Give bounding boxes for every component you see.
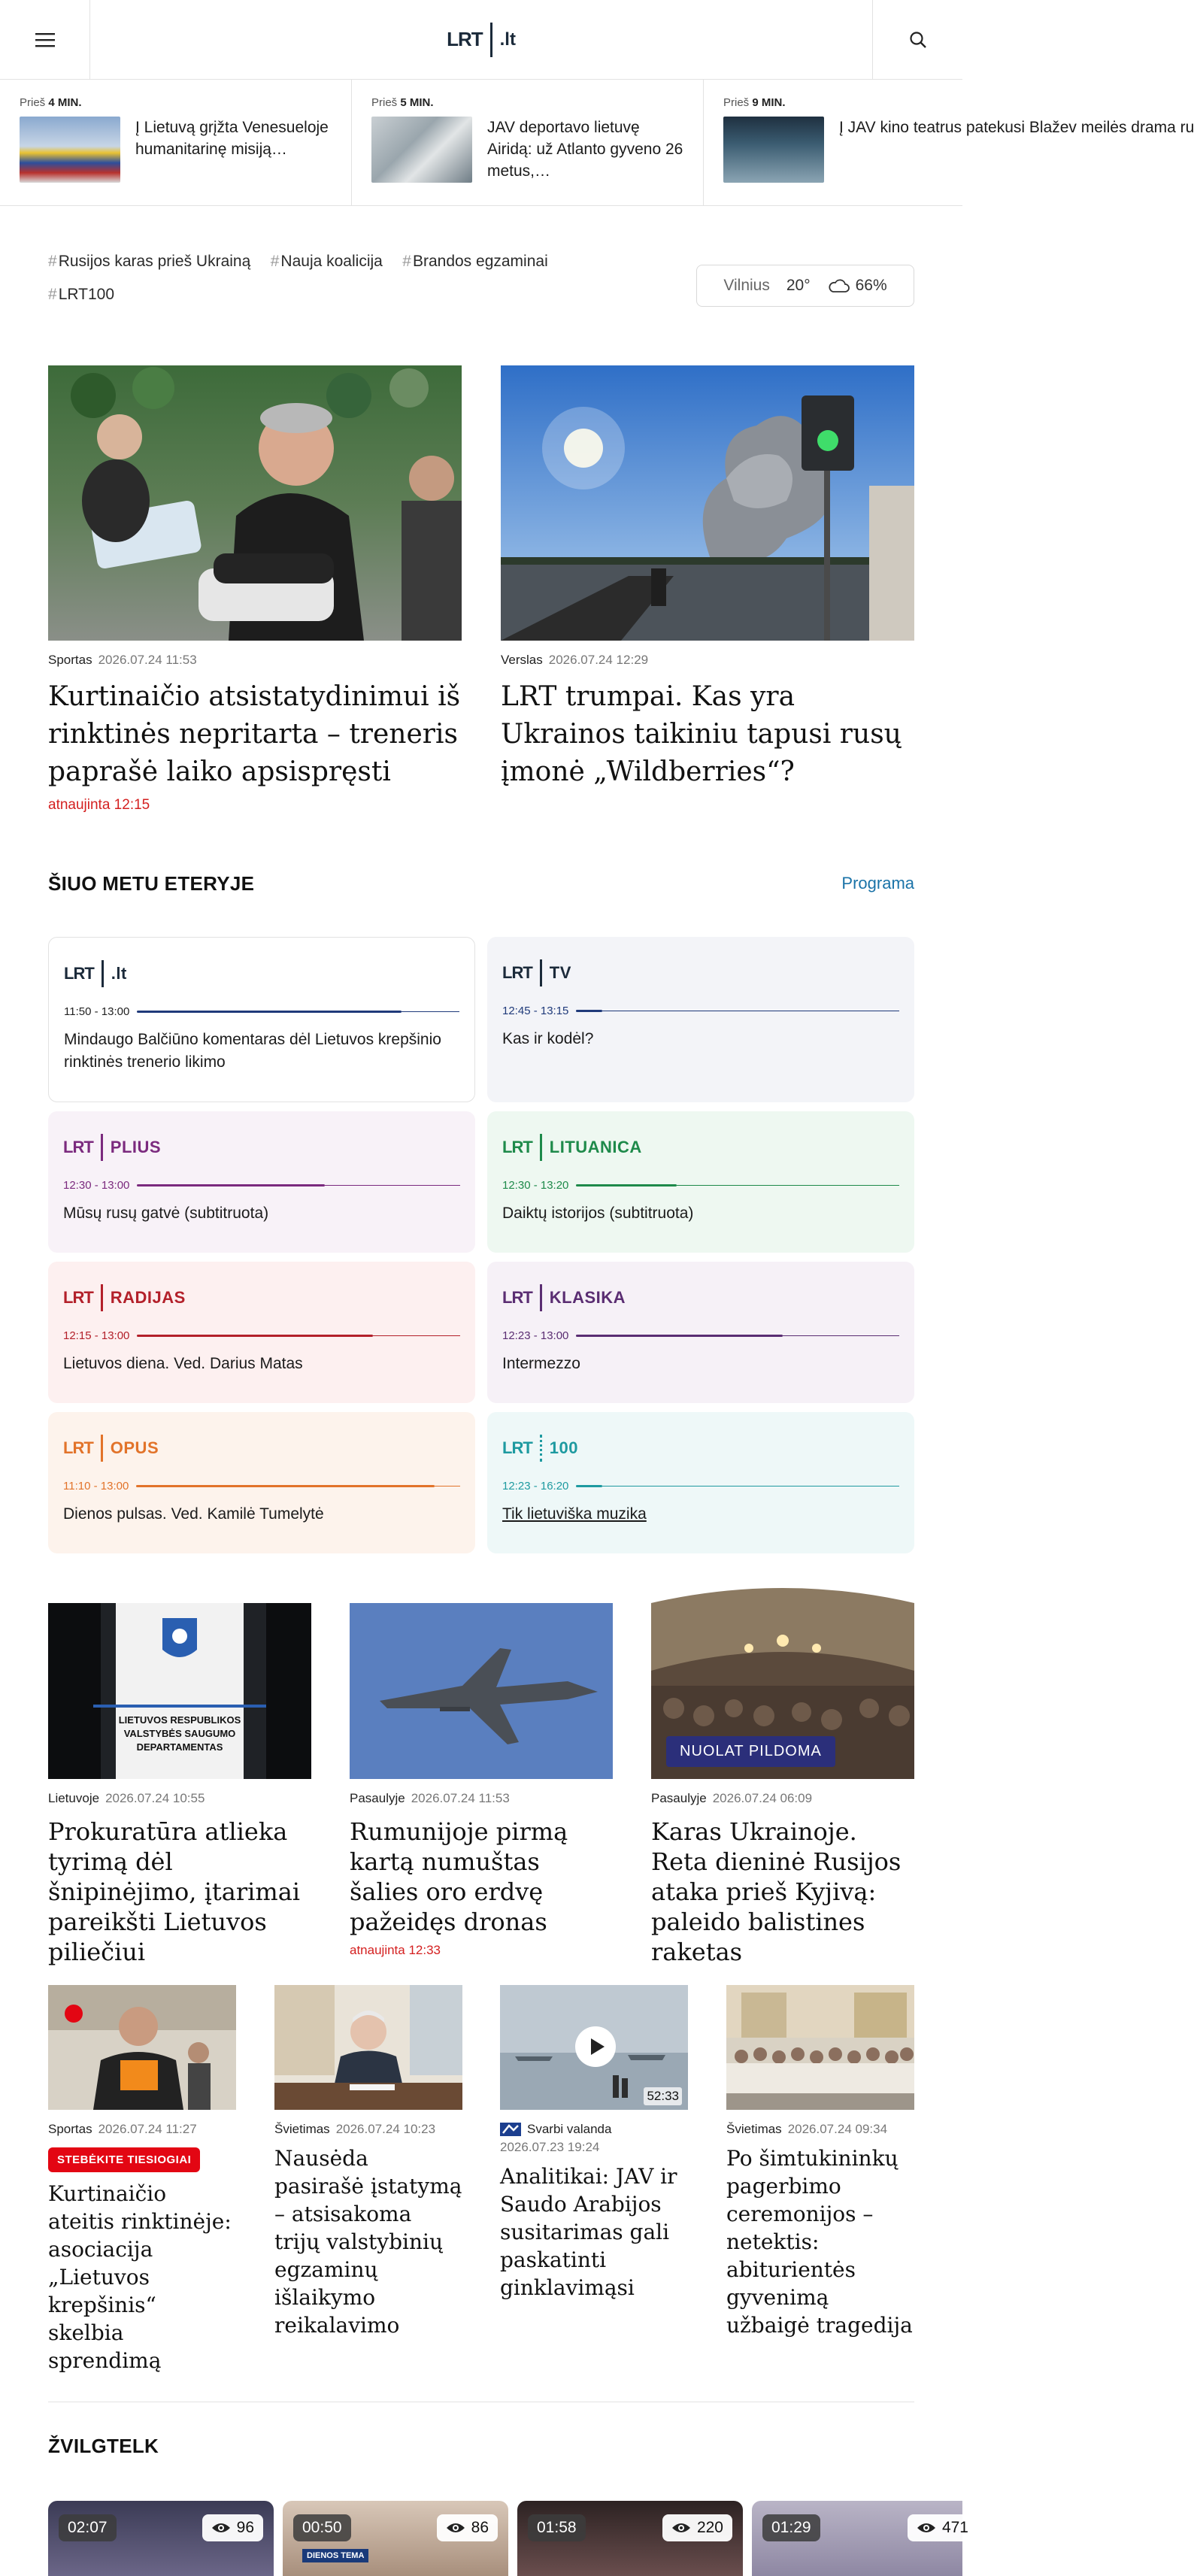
channel-logo — [63, 1435, 460, 1462]
article-image — [274, 1985, 462, 2110]
article-title[interactable]: LRT trumpai. Kas yra Ukrainos taikiniu tapusi rusų įmonė „Wildberries“? — [501, 681, 902, 787]
channel-logo-main: LRT — [63, 1288, 93, 1307]
program-title[interactable]: Tik lietuviška muzika — [502, 1505, 647, 1523]
progress-fill — [576, 1184, 676, 1186]
channel-card[interactable] — [48, 1111, 475, 1253]
article-date: 2026.07.23 19:24 — [500, 2140, 600, 2154]
tag-link[interactable]: #Rusijos karas prieš Ukrainą — [48, 253, 251, 270]
latest-item[interactable] — [704, 80, 1194, 205]
weather-temperature: 20° — [786, 277, 811, 294]
latest-item[interactable] — [352, 80, 704, 205]
article-meta — [274, 2122, 462, 2137]
channel-card[interactable] — [48, 937, 475, 1102]
article-category[interactable]: Sportas — [48, 2122, 92, 2136]
article-category[interactable]: Lietuvoje — [48, 1791, 100, 1805]
progress-bar — [576, 1010, 899, 1012]
program-title[interactable]: Lietuvos diena. Ved. Darius Matas — [63, 1355, 303, 1372]
video-card[interactable] — [283, 2501, 508, 2576]
progress-fill — [137, 1011, 402, 1013]
latest-news-strip — [0, 80, 1194, 206]
glance-heading: ŽVILGTELK — [48, 2435, 159, 2457]
progress-remaining — [373, 1335, 460, 1336]
program-timeline — [502, 1179, 899, 1192]
article-image — [726, 1985, 914, 2110]
channel-name: LITUANICA — [549, 1138, 642, 1156]
site-header — [0, 0, 962, 80]
article-card[interactable] — [48, 1603, 311, 1967]
article-category[interactable]: Verslas — [501, 653, 543, 667]
program-time: 12:30 - 13:00 — [63, 1179, 130, 1192]
article-meta — [651, 1791, 914, 1806]
radio-show-icon — [500, 2123, 521, 2136]
channel-card[interactable] — [487, 1262, 914, 1403]
progress-bar — [137, 1184, 460, 1186]
article-card[interactable] — [274, 1985, 462, 2339]
progress-fill — [576, 1485, 602, 1487]
program-time: 12:45 - 13:15 — [502, 1005, 569, 1017]
basketball-coach-photo — [48, 365, 462, 641]
progress-fill — [576, 1010, 602, 1012]
video-duration: 01:58 — [528, 2514, 586, 2541]
video-duration: 01:29 — [762, 2514, 820, 2541]
article-title[interactable]: Karas Ukrainoje. Reta dieninė Rusijos ataka prieš Kyjivą: paleido balistines raketas — [651, 1817, 902, 1966]
channel-name: .lt — [111, 964, 127, 983]
program-time: 11:50 - 13:00 — [64, 1005, 130, 1018]
article-category[interactable]: Pasaulyje — [651, 1791, 707, 1805]
live-dot-icon — [63, 2003, 84, 2024]
tag-link[interactable]: #Brandos egzaminai — [402, 253, 548, 270]
channel-logo-main: LRT — [63, 1438, 93, 1457]
article-image — [651, 1603, 914, 1779]
svg-text:VALSTYBĖS SAUGUMO: VALSTYBĖS SAUGUMO — [123, 1728, 236, 1739]
channel-name: KLASIKA — [549, 1288, 626, 1307]
article-image — [48, 365, 462, 641]
site-logo[interactable] — [447, 23, 516, 57]
program-timeline — [63, 1179, 460, 1192]
program-time: 12:15 - 13:00 — [63, 1329, 130, 1342]
topic-tags — [48, 253, 635, 319]
weather-city: Vilnius — [723, 277, 770, 294]
logo-main: LRT — [447, 28, 483, 50]
progress-bar — [137, 1011, 459, 1013]
program-timeline — [63, 1329, 460, 1342]
program-title[interactable]: Intermezzo — [502, 1355, 580, 1372]
article-meta — [48, 653, 462, 668]
progress-bar — [136, 1485, 460, 1487]
eye-icon — [446, 2522, 465, 2534]
channel-logo — [64, 960, 459, 987]
updated-label: atnaujinta 12:15 — [48, 797, 150, 813]
progress-fill — [137, 1335, 373, 1337]
program-title[interactable]: Mindaugo Balčiūno komentaras dėl Lietuvos krepšinio rinktinės trenerio likimo — [64, 1031, 441, 1071]
video-card[interactable] — [752, 2501, 968, 2576]
channel-logo — [63, 1284, 460, 1311]
president-signing-photo — [274, 1985, 462, 2110]
channel-logo-divider — [102, 960, 104, 987]
article-card[interactable] — [651, 1603, 914, 1967]
play-icon[interactable] — [575, 2026, 616, 2067]
video-duration: 02:07 — [59, 2514, 117, 2541]
article-meta — [350, 1791, 613, 1806]
article-category[interactable]: Svarbi valanda — [527, 2122, 612, 2136]
article-image — [501, 365, 914, 641]
progress-bar — [137, 1335, 460, 1337]
program-time: 12:23 - 13:00 — [502, 1329, 569, 1342]
channel-name: PLIUS — [110, 1138, 162, 1156]
article-date: 2026.07.24 10:23 — [335, 2122, 436, 2136]
channel-logo-divider — [101, 1284, 103, 1311]
latest-title: JAV deportavo lietuvę Airidą: už Atlanto gyveno 26 metus,… — [487, 119, 683, 180]
article-card[interactable] — [48, 1985, 236, 2374]
progress-fill — [137, 1184, 324, 1186]
channel-logo-divider — [101, 1134, 103, 1161]
article-meta — [48, 1791, 311, 1806]
video-card[interactable] — [517, 2501, 743, 2576]
search-button[interactable] — [872, 0, 962, 80]
svg-text:LIETUVOS RESPUBLIKOS: LIETUVOS RESPUBLIKOS — [118, 1714, 241, 1726]
program-timeline — [502, 1329, 899, 1342]
latest-time: Prieš 5 MIN. — [371, 96, 434, 109]
hamburger-icon — [35, 32, 55, 47]
progress-bar — [576, 1485, 899, 1487]
program-timeline — [63, 1480, 460, 1493]
progress-bar — [576, 1184, 899, 1186]
channel-card[interactable] — [487, 937, 914, 1102]
channel-logo — [502, 959, 899, 986]
channel-name: OPUS — [110, 1438, 159, 1457]
article-meta — [500, 2140, 688, 2155]
article-title[interactable]: Kurtinaičio ateitis rinktinėje: asociacija „Lietuvos krepšinis“ skelbia sprendimą — [48, 2181, 232, 2373]
article-date: 2026.07.24 11:53 — [411, 1791, 510, 1805]
article-title[interactable]: Rumunijoje pirmą kartą numuštas šalies oro erdvę pažeidęs dronas — [350, 1817, 568, 1936]
program-timeline — [64, 1005, 459, 1018]
program-timeline — [502, 1480, 899, 1493]
article-date: 2026.07.24 09:34 — [787, 2122, 888, 2136]
video-views: 96 — [202, 2514, 263, 2541]
program-time: 12:30 - 13:20 — [502, 1179, 569, 1192]
smoke-plume-photo — [501, 365, 914, 641]
channel-logo-main: LRT — [502, 1288, 532, 1307]
watch-live-badge[interactable]: STEBĖKITE TIESIOGIAI — [48, 2147, 200, 2172]
program-timeline — [502, 1005, 899, 1017]
latest-item[interactable] — [0, 80, 352, 205]
tag-link[interactable]: #LRT100 — [48, 286, 115, 303]
latest-time: Prieš 4 MIN. — [20, 96, 82, 109]
video-card[interactable] — [48, 2501, 274, 2576]
fighter-jet-photo — [350, 1603, 613, 1779]
menu-button[interactable] — [0, 0, 90, 80]
article-title[interactable]: Kurtinaičio atsistatydinimui iš rinktinės nepritarta – treneris paprašė laiko apsispręsti — [48, 681, 461, 787]
tag-link[interactable]: #Nauja koalicija — [270, 253, 383, 270]
weather-widget[interactable] — [696, 265, 914, 307]
video-thumbnail[interactable] — [500, 1985, 688, 2110]
program-title[interactable]: Daiktų istorijos (subtitruota) — [502, 1205, 694, 1222]
channel-card[interactable] — [48, 1262, 475, 1403]
channel-logo-divider — [540, 1284, 542, 1311]
article-category[interactable]: Švietimas — [726, 2122, 782, 2136]
progress-remaining — [435, 1486, 460, 1487]
on-air-heading: ŠIUO METU ETERYJE — [48, 872, 255, 895]
progress-fill — [576, 1335, 783, 1337]
cloud-icon — [827, 278, 850, 293]
progress-remaining — [783, 1335, 899, 1336]
channel-logo-main: LRT — [502, 963, 532, 982]
channel-name: TV — [549, 963, 571, 982]
graduates-ceremony-photo — [726, 1985, 914, 2110]
channel-logo-main: LRT — [63, 1138, 93, 1156]
article-date: 2026.07.24 12:29 — [548, 653, 649, 667]
article-title[interactable]: Po šimtukininkų pagerbimo ceremonijos – netektis: abiturientės gyvenimą užbaigė tragedija — [726, 2146, 913, 2338]
channel-logo — [63, 1134, 460, 1161]
latest-thumbnail — [20, 117, 120, 183]
channel-logo-main: LRT — [502, 1138, 532, 1156]
channel-logo-main: LRT — [502, 1438, 532, 1457]
eye-icon — [671, 2522, 691, 2534]
program-time: 12:23 - 16:20 — [502, 1480, 569, 1493]
article-image — [350, 1603, 613, 1779]
channel-name: RADIJAS — [110, 1288, 186, 1307]
article-meta — [726, 2122, 914, 2137]
article-category[interactable]: Pasaulyje — [350, 1791, 405, 1805]
video-label: DIENOS TEMA — [302, 2549, 368, 2562]
article-meta — [48, 2122, 236, 2137]
article-date: 2026.07.24 11:27 — [98, 2122, 197, 2136]
updated-label: atnaujinta 12:33 — [350, 1943, 441, 1957]
channel-name: 100 — [549, 1438, 578, 1457]
article-image — [48, 1603, 311, 1779]
logo-suffix: .lt — [499, 29, 516, 50]
video-duration: 52:33 — [644, 2087, 682, 2105]
eye-icon — [211, 2522, 231, 2534]
article-date: 2026.07.24 06:09 — [712, 1791, 813, 1805]
top-article[interactable] — [48, 365, 462, 814]
article-category[interactable]: Švietimas — [274, 2122, 330, 2136]
latest-thumbnail — [723, 117, 824, 183]
live-updates-badge: NUOLAT PILDOMA — [666, 1736, 835, 1767]
latest-time: Prieš 9 MIN. — [723, 96, 786, 109]
article-card[interactable] — [726, 1985, 914, 2339]
program-time: 11:10 - 13:00 — [63, 1480, 129, 1493]
eye-icon — [917, 2522, 936, 2534]
logo-divider — [490, 23, 492, 57]
security-department-photo — [48, 1603, 311, 1779]
latest-thumbnail — [371, 117, 472, 183]
article-card[interactable] — [500, 1985, 688, 2302]
weather-humidity: 66% — [827, 277, 887, 295]
channel-logo-divider — [101, 1435, 103, 1462]
article-date: 2026.07.24 11:53 — [98, 653, 197, 667]
article-title[interactable]: Prokuratūra atlieka tyrimą dėl šnipinėjimo, įtarimai pareikšti Lietuvos piliečiui — [48, 1817, 300, 1966]
progress-remaining — [677, 1185, 899, 1186]
article-image — [48, 1985, 236, 2110]
article-date: 2026.07.24 10:55 — [105, 1791, 205, 1805]
channel-logo-divider — [540, 959, 542, 986]
svg-text:DEPARTAMENTAS: DEPARTAMENTAS — [136, 1741, 223, 1753]
channel-logo-main: LRT — [64, 964, 94, 983]
progress-fill — [136, 1485, 434, 1487]
top-article[interactable] — [501, 365, 914, 791]
video-views: 86 — [437, 2514, 498, 2541]
program-title[interactable]: Dienos pulsas. Ved. Kamilė Tumelytė — [63, 1505, 324, 1523]
channel-logo — [502, 1284, 899, 1311]
article-meta — [500, 2122, 688, 2137]
video-views: 220 — [662, 2514, 732, 2541]
search-icon — [909, 31, 927, 49]
article-title[interactable]: Nausėda pasirašė įstatymą – atsisakoma trijų valstybinių egzaminų išlaikymo reikalavimo — [274, 2146, 462, 2338]
channel-logo — [502, 1435, 899, 1462]
article-category[interactable]: Sportas — [48, 653, 92, 667]
channel-logo — [502, 1134, 899, 1161]
channel-card[interactable] — [487, 1412, 914, 1553]
video-views: 471 — [908, 2514, 977, 2541]
progress-remaining — [402, 1011, 459, 1012]
program-title[interactable]: Kas ir kodėl? — [502, 1030, 594, 1047]
progress-bar — [576, 1335, 899, 1337]
article-title[interactable]: Analitikai: JAV ir Saudo Arabijos susitarimas gali paskatinti ginklavimąsi — [500, 2164, 677, 2300]
channel-logo-divider — [540, 1134, 542, 1161]
channel-card[interactable] — [487, 1111, 914, 1253]
channel-card[interactable] — [48, 1412, 475, 1553]
progress-remaining — [325, 1185, 460, 1186]
channel-logo-divider — [540, 1435, 542, 1462]
program-link[interactable]: Programa — [841, 874, 914, 893]
program-title[interactable]: Mūsų rusų gatvė (subtitruota) — [63, 1205, 269, 1222]
progress-remaining — [602, 1486, 899, 1487]
article-meta — [501, 653, 914, 668]
article-card[interactable] — [350, 1603, 613, 1958]
video-duration: 00:50 — [293, 2514, 351, 2541]
latest-title: Į JAV kino teatrus patekusi Blažev meilės drama ru — [839, 119, 1194, 136]
latest-title: Į Lietuvą grįžta Venesueloje humanitarinę misiją… — [135, 119, 329, 158]
